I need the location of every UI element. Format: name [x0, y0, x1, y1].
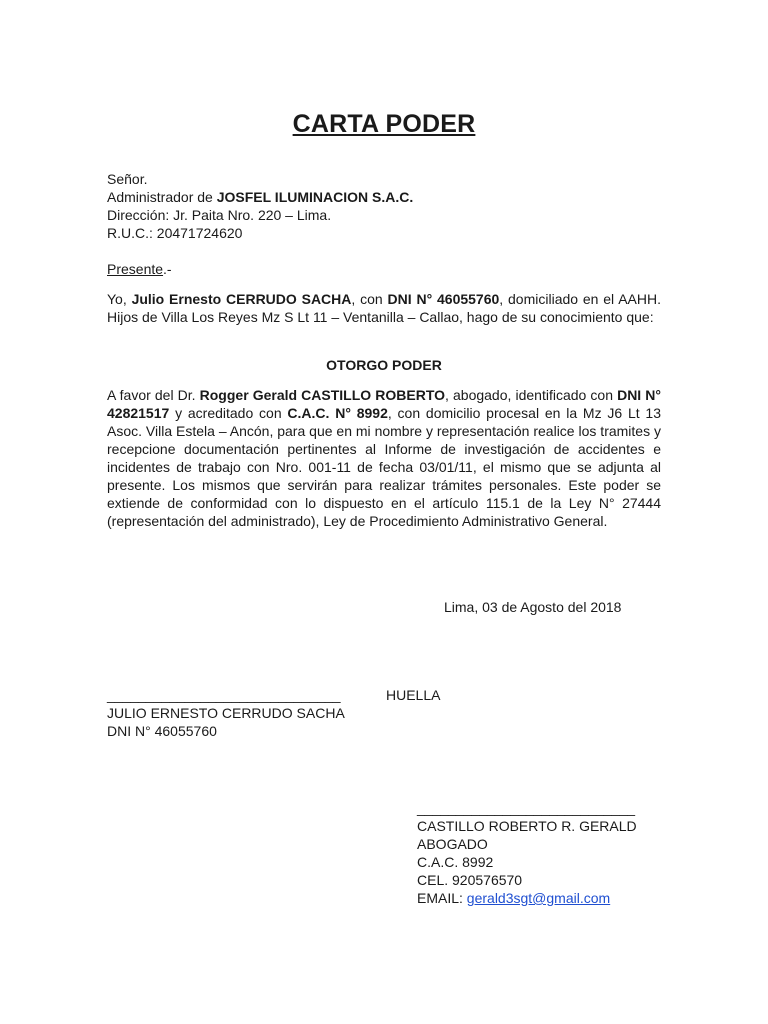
signer1-dni: DNI N° 46055760: [107, 723, 217, 739]
otorgo-heading: [107, 356, 661, 374]
admin-prefix: Administrador de: [107, 189, 217, 205]
body-text-2: , abogado, identificado con: [445, 387, 618, 403]
intro-text-2: , con: [351, 291, 388, 307]
lawyer-dni: DNI N° 42821517: [107, 387, 661, 421]
signer1-name: JULIO ERNESTO CERRUDO SACHA: [107, 705, 345, 721]
signer2-block: [417, 799, 637, 907]
email-link[interactable]: gerald3sgt@gmail.com: [466, 890, 611, 906]
email-label: EMAIL:: [417, 890, 467, 906]
lawyer-name: Rogger Gerald CASTILLO ROBERTO: [199, 387, 446, 403]
intro-text-3: , domiciliado en el AAHH. Hijos de Villa Los Reyes Mz S Lt 11 – Ventanilla – Callao, hago de su conocimiento que:: [107, 291, 662, 325]
signer2-cac: C.A.C. 8992: [417, 854, 494, 870]
admin-line: [107, 188, 661, 206]
company-name: JOSFEL ILUMINACION S.A.C.: [216, 189, 414, 205]
heading-text: OTORGO PODER: [326, 357, 442, 373]
address-line: Dirección: Jr. Paita Nro. 220 – Lima.: [107, 207, 332, 223]
intro-text-1: Yo,: [107, 291, 132, 307]
intro-paragraph: [107, 290, 661, 326]
body-text-4: , con domicilio procesal en la Mz J6 Lt 13 Asoc. Villa Estela – Ancón, para que en mi nombre y representación realice los tramites y recepcione documentación pertinentes al Informe de investigación de accidentes e incidentes de trabajo con Nro. 001-11 de fecha 03/01/11, el mismo que se adjunta al presente. Los mismos que servirán para realizar trámites personales. Este poder se extiende de conformidad con lo dispuesto en el artículo 115.1 de la Ley N° 27444 (representación del administrado), Ley de Procedimiento Administrativo General.: [107, 405, 661, 529]
presente-line: [107, 260, 661, 278]
document-title: CARTA PODER: [292, 110, 476, 138]
ruc-line: R.U.C.: 20471724620: [107, 225, 243, 241]
grantor-dni: DNI N° 46055760: [387, 291, 500, 307]
salutation: Señor.: [107, 171, 148, 187]
signer1-block: [107, 704, 345, 740]
lawyer-cac: C.A.C. N° 8992: [287, 405, 388, 421]
huella-label: HUELLA: [386, 687, 441, 703]
body-text-1: A favor del Dr.: [107, 387, 200, 403]
signer2-email-line: [417, 889, 637, 907]
signer2-role: ABOGADO: [417, 836, 488, 852]
signer2-name: CASTILLO ROBERTO R. GERALD: [417, 818, 637, 834]
addressee-block: [107, 170, 661, 242]
signer2-line: ____________________________: [417, 800, 636, 816]
signer2-cel: CEL. 920576570: [417, 872, 523, 888]
presente-suffix: .-: [163, 261, 172, 277]
body-paragraph: [107, 386, 661, 530]
grantor-name: Julio Ernesto CERRUDO SACHA: [131, 291, 352, 307]
body-text-3: y acreditado con: [169, 405, 288, 421]
signer1-line: ______________________________: [107, 687, 341, 703]
date-line: Lima, 03 de Agosto del 2018: [444, 599, 622, 615]
presente-word: Presente: [107, 261, 164, 277]
